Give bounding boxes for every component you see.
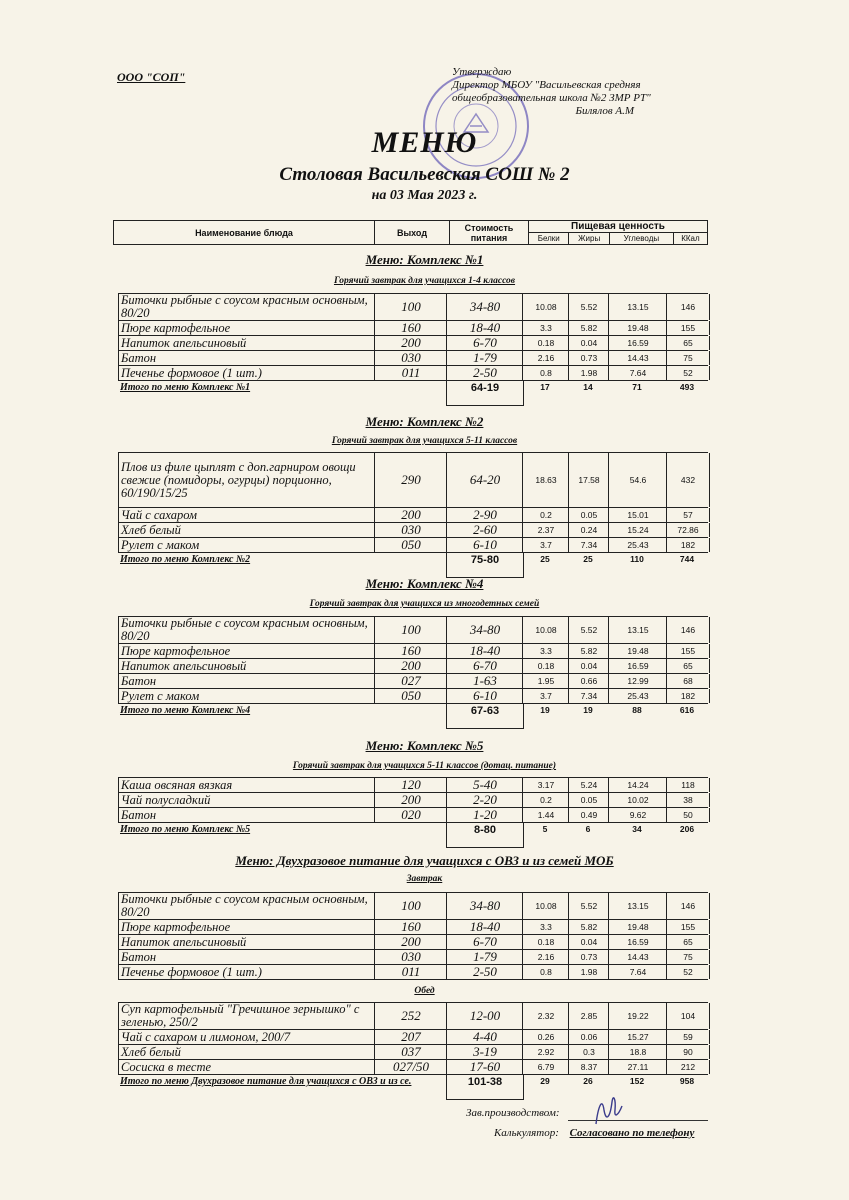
table-row — [118, 1030, 708, 1045]
dish-name: Напиток апельсиновый — [118, 659, 375, 673]
dish-carbs: 13.15 — [608, 294, 667, 320]
dish-proteins: 0.8 — [522, 366, 569, 380]
approval-block — [452, 66, 712, 118]
total-price: 64-19 — [446, 381, 524, 406]
dish-proteins: 2.37 — [522, 523, 569, 537]
total-fats: 6 — [585, 824, 591, 834]
header-price: Стоимость питания — [450, 221, 529, 245]
dish-kcal: 65 — [666, 935, 710, 949]
dish-proteins: 10.08 — [522, 893, 569, 919]
dish-carbs: 14.43 — [608, 351, 667, 365]
dish-proteins: 0.18 — [522, 659, 569, 673]
dish-name: Рулет с маком — [118, 689, 375, 703]
table-row — [118, 538, 708, 553]
total-carbs: 88 — [632, 705, 642, 715]
table-header — [113, 220, 708, 245]
dish-name: Сосиска в тесте — [118, 1060, 375, 1074]
total-price: 8-80 — [446, 823, 524, 848]
dish-name: Чай с сахаром — [118, 508, 375, 522]
dish-output: 027 — [374, 674, 447, 688]
dish-kcal: 52 — [666, 366, 710, 380]
dish-output: 290 — [374, 453, 447, 507]
dish-carbs: 14.24 — [608, 778, 667, 792]
header-output: Выход — [375, 221, 450, 245]
total-proteins: 5 — [542, 824, 548, 834]
dish-name: Напиток апельсиновый — [118, 935, 375, 949]
dish-fats: 0.73 — [568, 351, 609, 365]
calculator-note: Согласовано по телефону — [569, 1127, 695, 1139]
group-subtitle: Горячий завтрак для учащихся 5-11 классов — [331, 436, 518, 446]
total-carbs: 71 — [632, 382, 642, 392]
dish-table — [118, 293, 708, 381]
canteen-name: Столовая Васильевская СОШ № 2 — [279, 164, 570, 185]
table-row — [118, 777, 708, 793]
dish-carbs: 25.43 — [608, 538, 667, 552]
table-row — [118, 508, 708, 523]
dish-fats: 0.04 — [568, 935, 609, 949]
total-row — [118, 823, 708, 839]
dish-kcal: 75 — [666, 351, 710, 365]
dish-kcal: 38 — [666, 793, 710, 807]
dish-output: 200 — [374, 336, 447, 350]
dish-output: 100 — [374, 893, 447, 919]
dish-output: 037 — [374, 1045, 447, 1059]
section-title: Меню: Комплекс №1 — [365, 252, 484, 267]
header-name: Наименование блюда — [114, 221, 375, 245]
dish-output: 160 — [374, 321, 447, 335]
dish-price: 6-10 — [446, 689, 523, 703]
dish-price: 18-40 — [446, 920, 523, 934]
dish-fats: 0.05 — [568, 508, 609, 522]
dish-carbs: 7.64 — [608, 965, 667, 979]
dish-table — [118, 452, 708, 553]
total-price: 67-63 — [446, 704, 524, 729]
dish-price: 4-40 — [446, 1030, 523, 1044]
dish-output: 011 — [374, 965, 447, 979]
dish-proteins: 3.3 — [522, 321, 569, 335]
dish-fats: 0.66 — [568, 674, 609, 688]
dish-price: 34-80 — [446, 294, 523, 320]
dish-name: Биточки рыбные с соусом красным основным, 80/20 — [118, 294, 375, 320]
dish-proteins: 1.44 — [522, 808, 569, 822]
dish-proteins: 3.7 — [522, 538, 569, 552]
header-kcal: ККал — [673, 233, 707, 245]
header-proteins: Белки — [529, 233, 569, 245]
dish-price: 17-60 — [446, 1060, 523, 1074]
dish-price: 1-63 — [446, 674, 523, 688]
dish-name: Суп картофельный "Гречишное зернышко" с зеленью, 250/2 — [118, 1003, 375, 1029]
dish-kcal: 52 — [666, 965, 710, 979]
dish-fats: 0.73 — [568, 950, 609, 964]
dish-kcal: 432 — [666, 453, 710, 507]
dish-output: 200 — [374, 659, 447, 673]
table-row — [118, 452, 708, 508]
dish-kcal: 75 — [666, 950, 710, 964]
dish-kcal: 57 — [666, 508, 710, 522]
dish-output: 030 — [374, 351, 447, 365]
total-fats: 14 — [583, 382, 593, 392]
dish-fats: 5.82 — [568, 920, 609, 934]
total-kcal: 493 — [679, 382, 695, 392]
dish-carbs: 16.59 — [608, 659, 667, 673]
dish-name: Напиток апельсиновый — [118, 336, 375, 350]
dish-price: 2-60 — [446, 523, 523, 537]
dish-name: Рулет с маком — [118, 538, 375, 552]
group-subtitle: Горячий завтрак для учащихся из многодетных семей — [309, 599, 540, 609]
dish-output: 027/50 — [374, 1060, 447, 1074]
dish-kcal: 155 — [666, 321, 710, 335]
total-kcal: 958 — [679, 1076, 695, 1086]
dish-proteins: 0.18 — [522, 336, 569, 350]
dish-proteins: 10.08 — [522, 294, 569, 320]
dish-proteins: 3.17 — [522, 778, 569, 792]
total-carbs: 110 — [630, 554, 644, 564]
dish-proteins: 3.3 — [522, 644, 569, 658]
dish-proteins: 3.7 — [522, 689, 569, 703]
dish-fats: 0.24 — [568, 523, 609, 537]
approval-line-3: общеобразовательная школа №2 ЗМР РТ" — [452, 92, 651, 104]
dish-fats: 7.34 — [568, 689, 609, 703]
dish-proteins: 2.16 — [522, 950, 569, 964]
dish-proteins: 0.18 — [522, 935, 569, 949]
dish-proteins: 0.26 — [522, 1030, 569, 1044]
table-row — [118, 920, 708, 935]
dish-proteins: 18.63 — [522, 453, 569, 507]
dish-kcal: 50 — [666, 808, 710, 822]
dish-kcal: 182 — [666, 689, 710, 703]
dish-name: Батон — [118, 950, 375, 964]
section-title: Меню: Комплекс №2 — [365, 414, 484, 429]
dish-carbs: 18.8 — [608, 1045, 667, 1059]
dish-proteins: 2.32 — [522, 1003, 569, 1029]
menu-date: на 03 Мая 2023 г. — [371, 188, 478, 203]
dish-kcal: 90 — [666, 1045, 710, 1059]
section-title: Меню: Комплекс №4 — [365, 576, 484, 591]
dish-output: 050 — [374, 689, 447, 703]
dish-proteins: 0.8 — [522, 965, 569, 979]
dish-kcal: 118 — [666, 778, 710, 792]
calculator-line — [494, 1127, 694, 1139]
dish-fats: 0.05 — [568, 793, 609, 807]
table-row — [118, 935, 708, 950]
dish-carbs: 16.59 — [608, 935, 667, 949]
total-label: Итого по меню Комплекс №2 — [120, 554, 251, 565]
dish-fats: 5.82 — [568, 644, 609, 658]
header-nutrition: Пищевая ценность — [529, 221, 708, 233]
total-kcal: 616 — [679, 705, 695, 715]
dish-name: Каша овсяная вязкая — [118, 778, 375, 792]
dish-carbs: 27.11 — [608, 1060, 667, 1074]
table-row — [118, 523, 708, 538]
dish-kcal: 155 — [666, 644, 710, 658]
total-price: 101-38 — [446, 1075, 524, 1100]
dish-kcal: 72.86 — [666, 523, 710, 537]
dish-price: 34-80 — [446, 617, 523, 643]
dish-kcal: 104 — [666, 1003, 710, 1029]
dish-price: 18-40 — [446, 644, 523, 658]
dish-name: Батон — [118, 808, 375, 822]
table-row — [118, 321, 708, 336]
dish-fats: 5.52 — [568, 294, 609, 320]
dish-table — [118, 616, 708, 704]
dish-carbs: 54.6 — [608, 453, 667, 507]
table-row — [118, 793, 708, 808]
handwritten-signature — [588, 1088, 628, 1128]
group-subtitle: Горячий завтрак для учащихся 1-4 классов — [333, 276, 516, 286]
dish-kcal: 146 — [666, 294, 710, 320]
dish-fats: 17.58 — [568, 453, 609, 507]
table-row — [118, 965, 708, 980]
table-row — [118, 616, 708, 644]
dish-name: Плов из филе цыплят с доп.гарниром овощи свежие (помидоры, огурцы) порционно, 60/190/15/25 — [118, 453, 375, 507]
dish-kcal: 65 — [666, 336, 710, 350]
header-fats: Жиры — [569, 233, 609, 245]
dish-proteins: 0.2 — [522, 508, 569, 522]
dish-fats: 1.98 — [568, 366, 609, 380]
dish-price: 1-79 — [446, 351, 523, 365]
dish-name: Биточки рыбные с соусом красным основным, 80/20 — [118, 617, 375, 643]
dish-price: 34-80 — [446, 893, 523, 919]
dish-price: 1-79 — [446, 950, 523, 964]
dish-fats: 0.04 — [568, 659, 609, 673]
dish-carbs: 19.48 — [608, 321, 667, 335]
total-price: 75-80 — [446, 553, 524, 578]
total-carbs: 152 — [629, 1076, 645, 1086]
dish-output: 030 — [374, 523, 447, 537]
dish-carbs: 16.59 — [608, 336, 667, 350]
table-row — [118, 892, 708, 920]
dish-table — [118, 777, 708, 823]
dish-proteins: 2.16 — [522, 351, 569, 365]
dish-carbs: 15.24 — [608, 523, 667, 537]
group-subtitle: Горячий завтрак для учащихся 5-11 классов (дотац. питание) — [292, 761, 557, 771]
calculator-label: Калькулятор: — [494, 1127, 559, 1139]
dish-kcal: 146 — [666, 617, 710, 643]
total-row — [118, 704, 708, 720]
dish-fats: 0.04 — [568, 336, 609, 350]
dish-output: 200 — [374, 508, 447, 522]
organization-name: ООО "СОП" — [117, 70, 186, 84]
dish-fats: 8.37 — [568, 1060, 609, 1074]
dish-name: Хлеб белый — [118, 523, 375, 537]
section-title: Меню: Двухразовое питание для учащихся с ОВЗ и из семей МОБ — [235, 853, 614, 868]
dish-output: 252 — [374, 1003, 447, 1029]
dish-kcal: 59 — [666, 1030, 710, 1044]
dish-kcal: 68 — [666, 674, 710, 688]
group-subtitle: Завтрак — [406, 874, 443, 884]
table-row — [118, 1060, 708, 1075]
dish-carbs: 10.02 — [608, 793, 667, 807]
dish-name: Печенье формовое (1 шт.) — [118, 366, 375, 380]
dish-carbs: 15.27 — [608, 1030, 667, 1044]
total-row — [118, 553, 708, 569]
dish-output: 050 — [374, 538, 447, 552]
dish-proteins: 1.95 — [522, 674, 569, 688]
dish-proteins: 6.79 — [522, 1060, 569, 1074]
dish-proteins: 10.08 — [522, 617, 569, 643]
dish-carbs: 14.43 — [608, 950, 667, 964]
dish-fats: 5.82 — [568, 321, 609, 335]
dish-carbs: 15.01 — [608, 508, 667, 522]
dish-price: 12-00 — [446, 1003, 523, 1029]
dish-proteins: 2.92 — [522, 1045, 569, 1059]
dish-price: 6-10 — [446, 538, 523, 552]
dish-output: 120 — [374, 778, 447, 792]
dish-name: Хлеб белый — [118, 1045, 375, 1059]
dish-carbs: 13.15 — [608, 617, 667, 643]
production-manager-label: Зав.производством: — [466, 1107, 560, 1119]
dish-price: 5-40 — [446, 778, 523, 792]
dish-name: Чай полусладкий — [118, 793, 375, 807]
dish-name: Батон — [118, 674, 375, 688]
dish-price: 2-50 — [446, 965, 523, 979]
dish-price: 6-70 — [446, 935, 523, 949]
dish-name: Пюре картофельное — [118, 321, 375, 335]
total-label: Итого по меню Комплекс №4 — [120, 705, 251, 716]
dish-fats: 0.3 — [568, 1045, 609, 1059]
dish-carbs: 9.62 — [608, 808, 667, 822]
dish-price: 2-20 — [446, 793, 523, 807]
dish-carbs: 19.48 — [608, 920, 667, 934]
table-row — [118, 1002, 708, 1030]
dish-price: 1-20 — [446, 808, 523, 822]
section-title: Меню: Комплекс №5 — [365, 738, 484, 753]
total-kcal: 206 — [679, 824, 695, 834]
dish-name: Биточки рыбные с соусом красным основным, 80/20 — [118, 893, 375, 919]
dish-kcal: 182 — [666, 538, 710, 552]
dish-fats: 0.49 — [568, 808, 609, 822]
dish-output: 100 — [374, 617, 447, 643]
dish-fats: 2.85 — [568, 1003, 609, 1029]
dish-name: Чай с сахаром и лимоном, 200/7 — [118, 1030, 375, 1044]
group-subtitle: Обед — [414, 986, 435, 996]
dish-fats: 5.24 — [568, 778, 609, 792]
dish-output: 030 — [374, 950, 447, 964]
dish-kcal: 146 — [666, 893, 710, 919]
dish-fats: 0.06 — [568, 1030, 609, 1044]
dish-fats: 1.98 — [568, 965, 609, 979]
total-kcal: 744 — [679, 554, 695, 564]
dish-carbs: 19.22 — [608, 1003, 667, 1029]
dish-output: 100 — [374, 294, 447, 320]
dish-fats: 5.52 — [568, 893, 609, 919]
dish-price: 2-90 — [446, 508, 523, 522]
dish-price: 64-20 — [446, 453, 523, 507]
total-fats: 26 — [583, 1076, 593, 1086]
dish-kcal: 212 — [666, 1060, 710, 1074]
dish-carbs: 25.43 — [608, 689, 667, 703]
table-row — [118, 366, 708, 381]
dish-output: 200 — [374, 935, 447, 949]
approval-signer: Билялов А.М — [575, 105, 634, 117]
table-row — [118, 293, 708, 321]
dish-output: 160 — [374, 920, 447, 934]
table-row — [118, 674, 708, 689]
dish-price: 6-70 — [446, 336, 523, 350]
dish-carbs: 13.15 — [608, 893, 667, 919]
dish-output: 200 — [374, 793, 447, 807]
total-proteins: 25 — [540, 554, 550, 564]
total-carbs: 34 — [632, 824, 642, 834]
approval-line-2: Директор МБОУ "Васильевская средняя — [452, 79, 641, 91]
table-row — [118, 351, 708, 366]
dish-name: Печенье формовое (1 шт.) — [118, 965, 375, 979]
table-row — [118, 336, 708, 351]
dish-kcal: 65 — [666, 659, 710, 673]
total-label: Итого по меню Комплекс №5 — [120, 824, 251, 835]
dish-proteins: 3.3 — [522, 920, 569, 934]
total-fats: 19 — [583, 705, 593, 715]
dish-proteins: 0.2 — [522, 793, 569, 807]
table-row — [118, 689, 708, 704]
dish-output: 160 — [374, 644, 447, 658]
dish-name: Пюре картофельное — [118, 644, 375, 658]
total-label: Итого по меню Двухразовое питание для учащихся с ОВЗ и из се. — [120, 1076, 412, 1087]
dish-price: 2-50 — [446, 366, 523, 380]
dish-carbs: 19.48 — [608, 644, 667, 658]
dish-table — [118, 892, 708, 980]
dish-price: 18-40 — [446, 321, 523, 335]
dish-name: Батон — [118, 351, 375, 365]
dish-output: 011 — [374, 366, 447, 380]
total-proteins: 19 — [540, 705, 550, 715]
total-fats: 25 — [583, 554, 593, 564]
dish-kcal: 155 — [666, 920, 710, 934]
dish-output: 020 — [374, 808, 447, 822]
dish-carbs: 7.64 — [608, 366, 667, 380]
total-label: Итого по меню Комплекс №1 — [120, 382, 251, 393]
dish-carbs: 12.99 — [608, 674, 667, 688]
dish-fats: 5.52 — [568, 617, 609, 643]
dish-table — [118, 1002, 708, 1075]
document-title: МЕНЮ — [371, 126, 478, 159]
dish-fats: 7.34 — [568, 538, 609, 552]
dish-output: 207 — [374, 1030, 447, 1044]
dish-price: 3-19 — [446, 1045, 523, 1059]
header-carbs: Углеводы — [609, 233, 673, 245]
table-row — [118, 659, 708, 674]
total-proteins: 29 — [540, 1076, 550, 1086]
table-row — [118, 950, 708, 965]
table-row — [118, 808, 708, 823]
dish-name: Пюре картофельное — [118, 920, 375, 934]
total-row — [118, 381, 708, 397]
total-proteins: 17 — [540, 382, 550, 392]
table-row — [118, 644, 708, 659]
approval-line-1: Утверждаю — [452, 66, 512, 78]
dish-price: 6-70 — [446, 659, 523, 673]
table-row — [118, 1045, 708, 1060]
